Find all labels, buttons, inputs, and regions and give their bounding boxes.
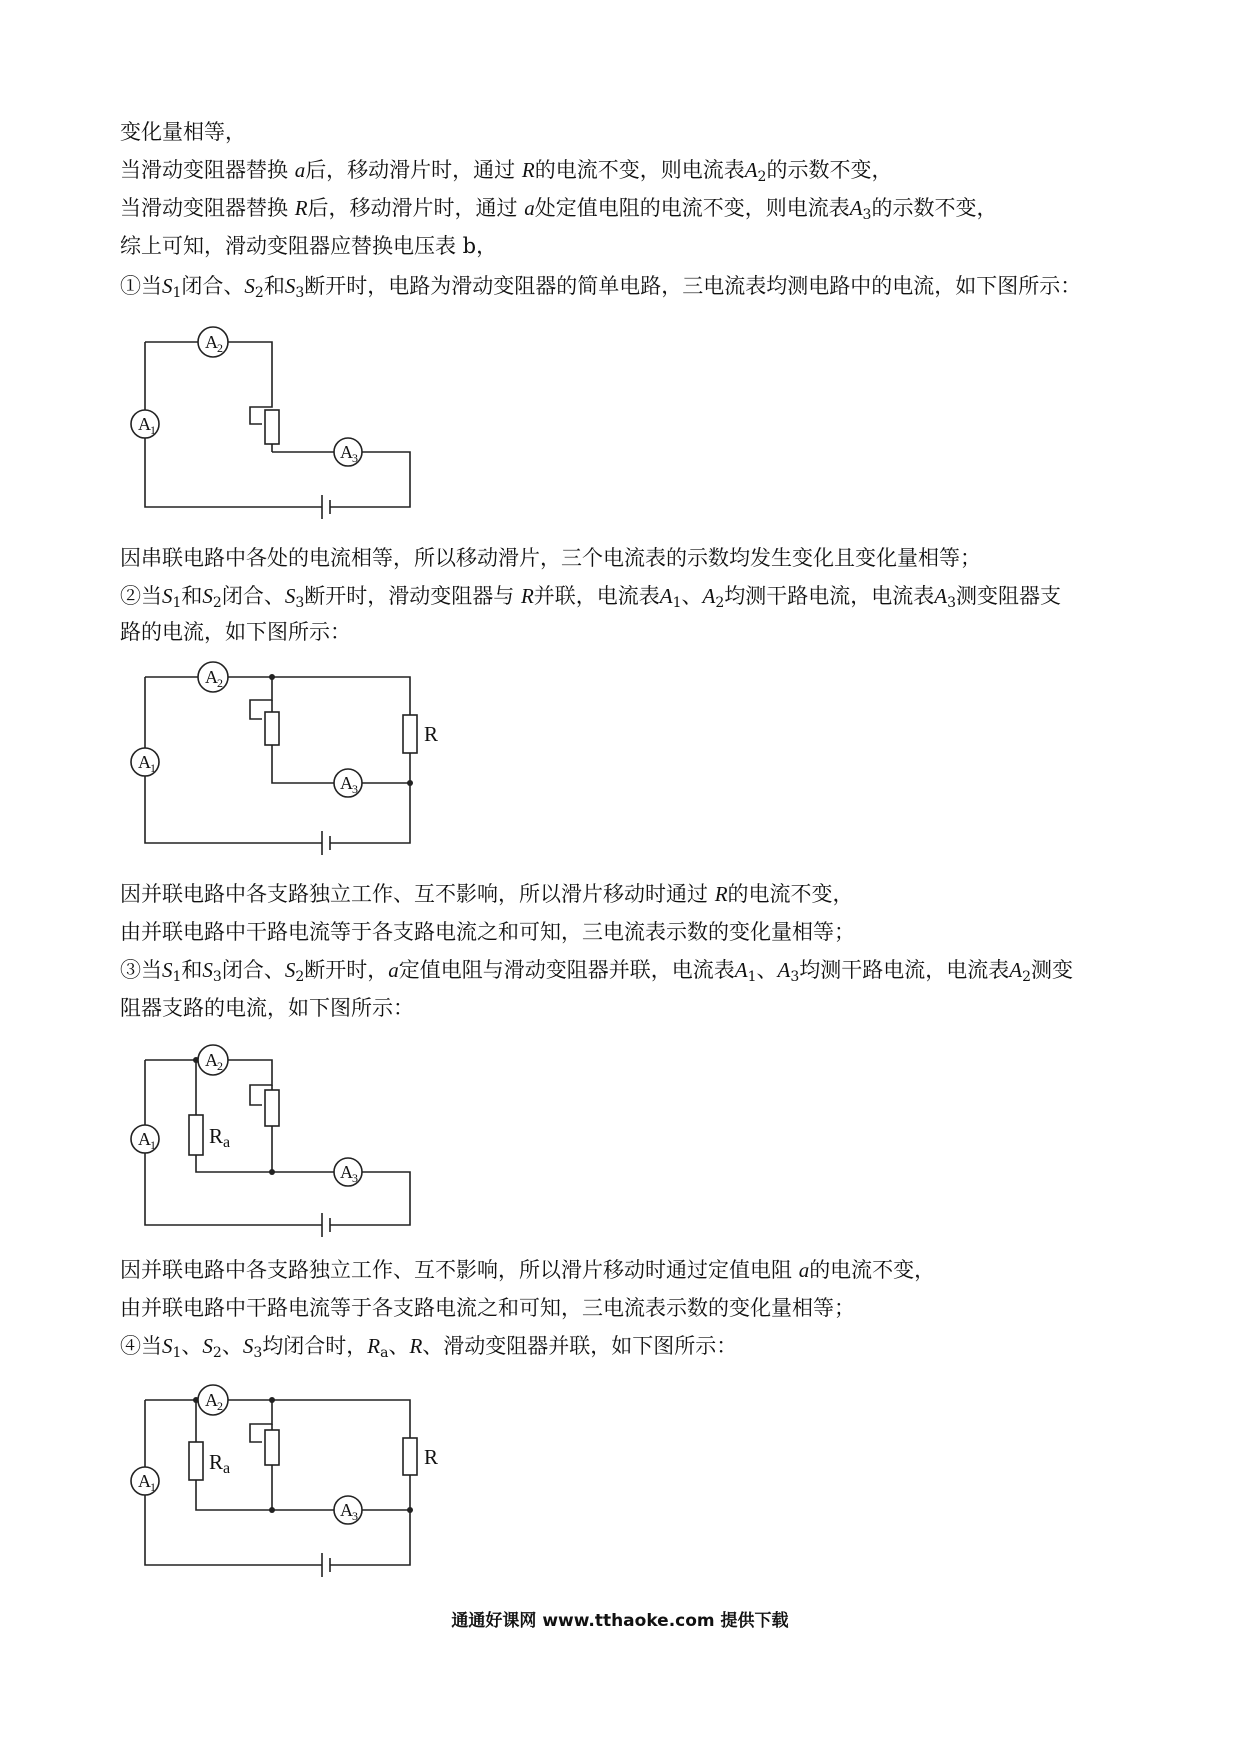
svg-text:2: 2 <box>217 1059 223 1073</box>
svg-text:1: 1 <box>150 761 156 775</box>
svg-text:1: 1 <box>150 1138 156 1152</box>
resistor-r-label: R <box>424 1445 439 1469</box>
svg-text:A: A <box>138 1471 151 1491</box>
text-line: ④当$S_1$、$S_2$、$S_3$均闭合时，$R_a$、R、滑动变阻器并联，如下图所示： <box>120 1334 738 1361</box>
text-line: 因串联电路中各处的电流相等，所以移动滑片，三个电流表的示数均发生变化且变化量相等； <box>120 546 981 570</box>
text-line: 当滑动变阻器替换 R后，移动滑片时，通过 a处定值电阻的电流不变，则电流表$A_3$的示数不变， <box>120 196 998 223</box>
svg-text:A: A <box>340 1162 353 1182</box>
resistor-r-label: R <box>424 722 439 746</box>
text-line: 由并联电路中干路电流等于各支路电流之和可知，三电流表示数的变化量相等； <box>120 1296 855 1320</box>
text-line: 阻器支路的电流，如下图所示： <box>120 996 414 1020</box>
circuit-diagram-2 <box>110 655 450 865</box>
svg-text:2: 2 <box>217 1399 223 1413</box>
text-line: 路的电流，如下图所示： <box>120 620 351 644</box>
text-line: 变化量相等， <box>120 120 246 144</box>
page-footer: 通通好课网 www.tthaoke.com 提供下载 <box>451 1611 789 1631</box>
text-line: ①当$S_1$闭合、$S_2$和$S_3$断开时，电路为滑动变阻器的简单电路，三电流表均测电路中的电流，如下图所示： <box>120 274 1082 301</box>
text-line: ③当$S_1$和$S_3$闭合、$S_2$断开时，a定值电阻与滑动变阻器并联，电流表$A_1$、$A_3$均测干路电流，电流表$A_2$测变 <box>120 958 1074 985</box>
svg-text:1: 1 <box>150 423 156 437</box>
resistor-ra-label: R <box>209 1450 224 1474</box>
svg-text:2: 2 <box>217 341 223 355</box>
text-line: 由并联电路中干路电流等于各支路电流之和可知，三电流表示数的变化量相等； <box>120 920 855 944</box>
svg-text:2: 2 <box>217 676 223 690</box>
svg-text:A: A <box>138 752 151 772</box>
svg-text:A: A <box>340 773 353 793</box>
svg-text:a: a <box>223 1460 231 1477</box>
text-line: ②当$S_1$和$S_2$闭合、$S_3$断开时，滑动变阻器与 R并联，电流表$A_1$、$A_2$均测干路电流，电流表$A_3$测变阻器支 <box>120 584 1062 611</box>
svg-text:3: 3 <box>352 451 358 465</box>
svg-text:A: A <box>340 1500 353 1520</box>
svg-text:3: 3 <box>352 1171 358 1185</box>
svg-text:3: 3 <box>352 1509 358 1523</box>
svg-text:A: A <box>205 1390 218 1410</box>
svg-text:1: 1 <box>150 1480 156 1494</box>
svg-text:3: 3 <box>352 782 358 796</box>
svg-text:A: A <box>205 1050 218 1070</box>
text-line: 当滑动变阻器替换 a后，移动滑片时，通过 R的电流不变，则电流表$A_2$的示数不变， <box>120 158 893 185</box>
svg-text:A: A <box>205 667 218 687</box>
text-line: 综上可知，滑动变阻器应替换电压表 b， <box>120 234 498 258</box>
resistor-ra-label: R <box>209 1124 224 1148</box>
circuit-diagram-4 <box>110 1370 450 1580</box>
svg-text:a: a <box>223 1134 231 1151</box>
svg-text:A: A <box>340 442 353 462</box>
svg-text:A: A <box>138 1129 151 1149</box>
svg-text:A: A <box>138 414 151 434</box>
svg-text:A: A <box>205 332 218 352</box>
text-line: 因并联电路中各支路独立工作、互不影响，所以滑片移动时通过 R的电流不变， <box>120 882 854 906</box>
circuit-diagram-3 <box>110 1030 430 1240</box>
circuit-diagram-1 <box>110 312 430 532</box>
text-line: 因并联电路中各支路独立工作、互不影响，所以滑片移动时通过定值电阻 a的电流不变， <box>120 1258 936 1282</box>
